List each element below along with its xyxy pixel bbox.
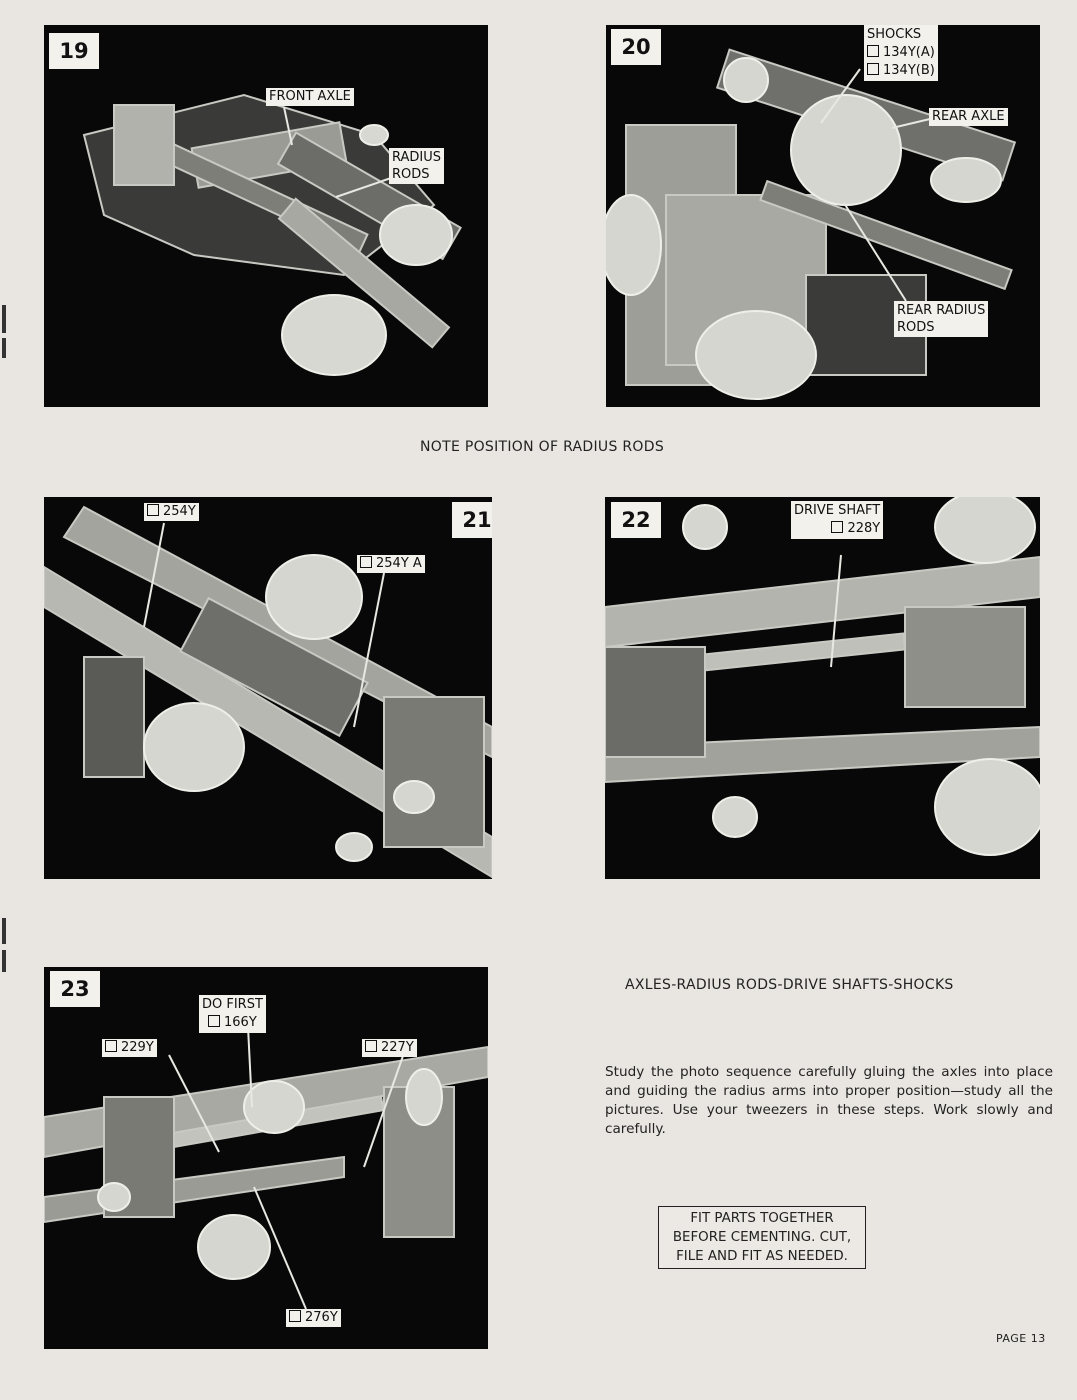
checkbox-icon xyxy=(867,45,879,57)
label-do-first xyxy=(199,995,266,1033)
label-part-229y: 229Y xyxy=(102,1039,157,1057)
binder-mark xyxy=(2,950,6,972)
fit-parts-note xyxy=(658,1206,866,1269)
photo-step-21 xyxy=(44,497,492,879)
step-number-23: 23 xyxy=(50,971,100,1007)
step-number-21: 21 xyxy=(452,502,492,538)
label-radius-rods-line1: RADIUS xyxy=(392,150,442,165)
label-part-276y: 276Y xyxy=(286,1309,341,1327)
chassis-illustration xyxy=(44,497,492,879)
label-drive-shaft-title: DRIVE SHAFT xyxy=(794,503,881,518)
chassis-illustration xyxy=(44,25,488,407)
photo-step-20 xyxy=(606,25,1040,407)
label-part-254y-a: 254Y A xyxy=(357,555,425,573)
checkbox-icon xyxy=(867,63,879,75)
label-part-228y: 228Y xyxy=(794,520,880,538)
photo-step-23 xyxy=(44,967,488,1349)
checkbox-icon xyxy=(289,1310,301,1322)
page-number: PAGE 13 xyxy=(996,1332,1046,1345)
step-number-20: 20 xyxy=(611,29,661,65)
label-part-254y: 254Y xyxy=(144,503,199,521)
fit-note-line1: FIT PARTS TOGETHER xyxy=(690,1211,834,1226)
chassis-illustration xyxy=(606,25,1040,407)
label-do-first-title: DO FIRST xyxy=(202,997,263,1012)
binder-mark xyxy=(2,305,6,333)
checkbox-icon xyxy=(208,1015,220,1027)
label-shocks-title: SHOCKS xyxy=(867,27,922,42)
instructions-paragraph: Study the photo sequence carefully gluing the axles into place and guiding the radius arms into proper position—study all the pictures. Use your tweezers in these steps. Work slowly and carefully. xyxy=(605,1064,1053,1137)
fit-note-line2: BEFORE CEMENTING. CUT, xyxy=(672,1230,852,1245)
binder-mark xyxy=(2,338,6,358)
label-shocks xyxy=(864,25,938,81)
step-number-22: 22 xyxy=(611,502,661,538)
label-part-227y: 227Y xyxy=(362,1039,417,1057)
chassis-illustration xyxy=(605,497,1040,879)
checkbox-icon xyxy=(365,1040,377,1052)
label-rear-radius-rods xyxy=(894,301,988,337)
label-part-134y-b: 134Y(B) xyxy=(867,62,935,80)
label-rear-radius-line2: RODS xyxy=(897,320,935,335)
label-radius-rods xyxy=(389,148,444,184)
section-title: AXLES-RADIUS RODS-DRIVE SHAFTS-SHOCKS xyxy=(625,977,954,993)
label-front-axle: FRONT AXLE xyxy=(266,88,354,106)
label-part-166y: 166Y xyxy=(202,1014,263,1032)
fit-note-line3: FILE AND FIT AS NEEDED. xyxy=(676,1249,848,1264)
label-radius-rods-line2: RODS xyxy=(392,167,430,182)
checkbox-icon xyxy=(147,504,159,516)
checkbox-icon xyxy=(360,556,372,568)
binder-mark xyxy=(2,918,6,944)
checkbox-icon xyxy=(831,521,843,533)
chassis-illustration xyxy=(44,967,488,1349)
photo-step-19 xyxy=(44,25,488,407)
step-number-19: 19 xyxy=(49,33,99,69)
label-rear-radius-line1: REAR RADIUS xyxy=(897,303,986,318)
label-drive-shaft xyxy=(791,501,883,539)
label-rear-axle: REAR AXLE xyxy=(929,108,1008,126)
checkbox-icon xyxy=(105,1040,117,1052)
label-part-134y-a: 134Y(A) xyxy=(867,44,935,62)
photo-step-22 xyxy=(605,497,1040,879)
note-caption: NOTE POSITION OF RADIUS RODS xyxy=(420,439,665,455)
